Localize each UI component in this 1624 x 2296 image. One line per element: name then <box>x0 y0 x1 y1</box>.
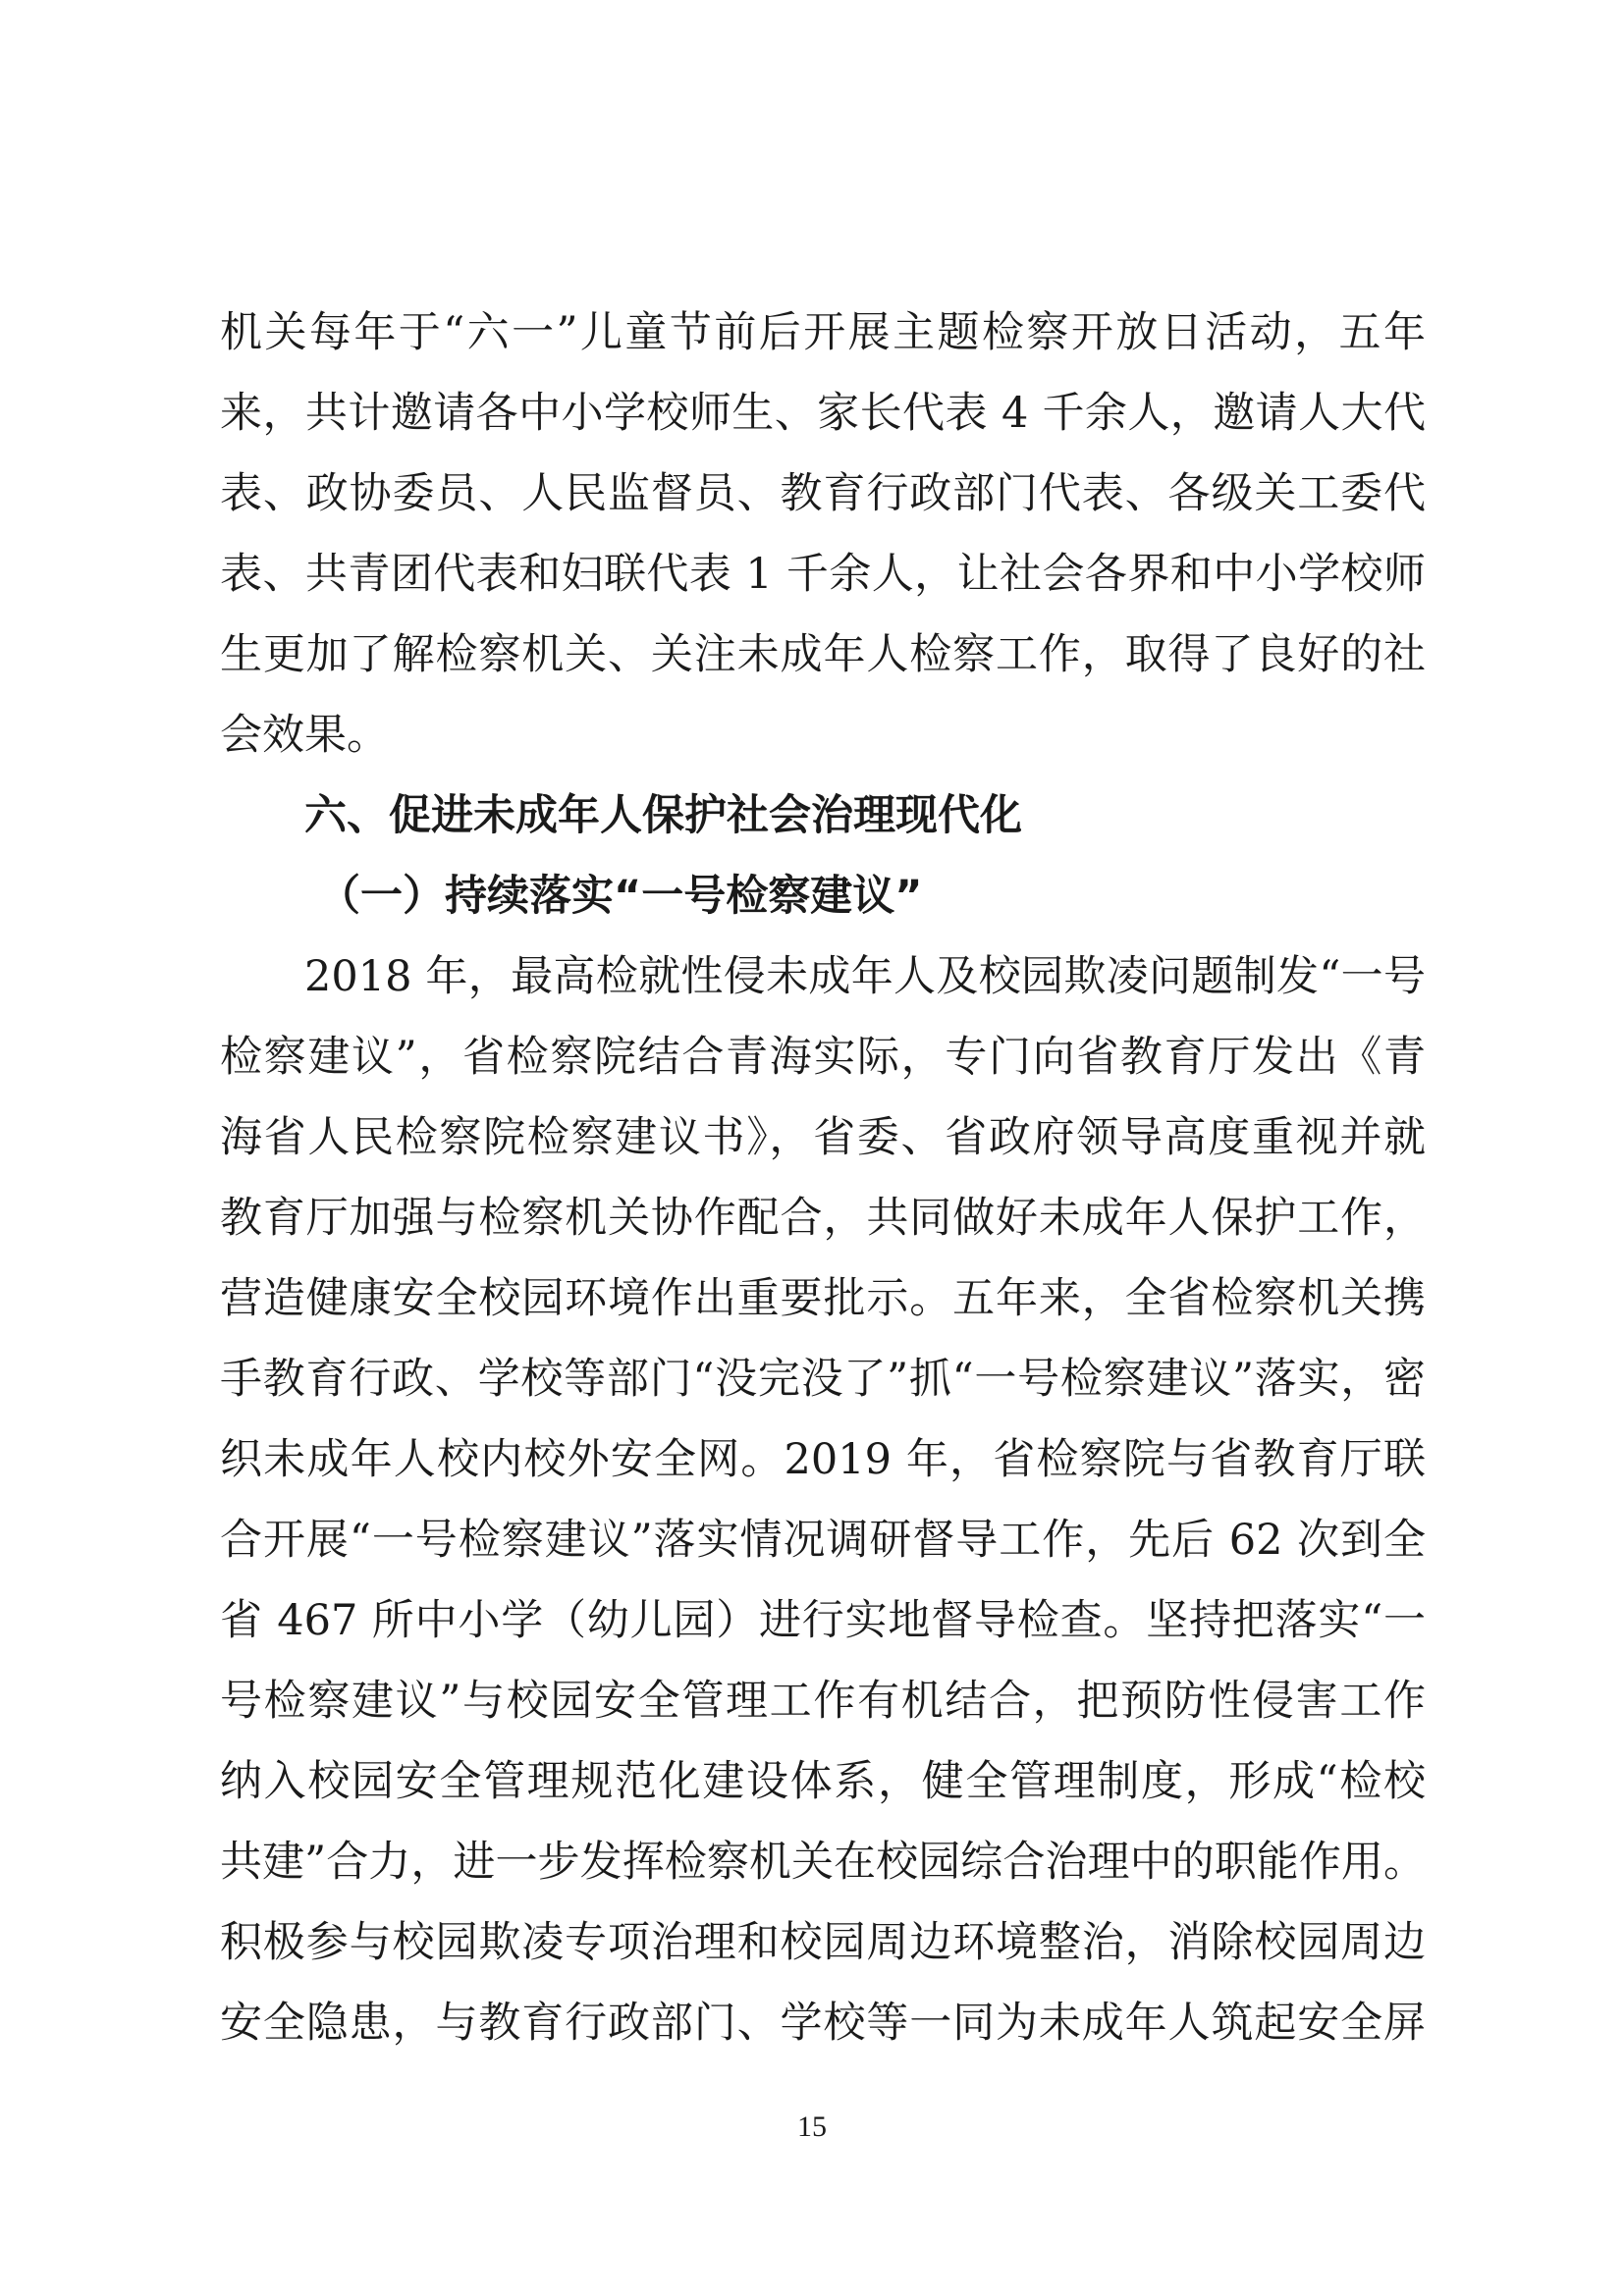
text-line: 省 467 所中小学（幼儿园）进行实地督导检查。坚持把落实“一 <box>220 1596 1426 1645</box>
paragraph-procuratorial-suggestion <box>220 936 1426 2063</box>
text-line: 教育厅加强与检察机关协作配合，共同做好未成年人保护工作， <box>220 1194 1426 1243</box>
text-line: 表、共青团代表和妇联代表 1 千余人，让社会各界和中小学校师 <box>220 550 1426 599</box>
subsection-heading: （一）持续落实“一号检察建议” <box>318 872 923 921</box>
paragraph-open-day <box>220 293 1426 775</box>
text-line: 号检察建议”与校园安全管理工作有机结合，把预防性侵害工作 <box>220 1677 1426 1726</box>
page-body <box>220 293 1426 2063</box>
text-line: 纳入校园安全管理规范化建设体系，健全管理制度，形成“检校 <box>220 1757 1426 1806</box>
text-line: 检察建议”，省检察院结合青海实际，专门向省教育厅发出《青 <box>220 1033 1426 1082</box>
text-line: 来，共计邀请各中小学校师生、家长代表 4 千余人，邀请人大代 <box>220 389 1426 438</box>
section-heading: 六、促进未成年人保护社会治理现代化 <box>304 791 1022 840</box>
text-line: 积极参与校园欺凌专项治理和校园周边环境整治，消除校园周边 <box>220 1918 1426 1967</box>
text-line: 机关每年于“六一”儿童节前后开展主题检察开放日活动，五年 <box>220 308 1426 357</box>
page-number: 15 <box>797 2110 827 2143</box>
text-line: 安全隐患，与教育行政部门、学校等一同为未成年人筑起安全屏 <box>220 1999 1426 2048</box>
text-line: 2018 年，最高检就性侵未成年人及校园欺凌问题制发“一号 <box>304 952 1426 1001</box>
text-line: 手教育行政、学校等部门“没完没了”抓“一号检察建议”落实，密 <box>220 1355 1426 1404</box>
text-line: 表、政协委员、人民监督员、教育行政部门代表、各级关工委代 <box>220 469 1426 518</box>
text-line: 织未成年人校内校外安全网。2019 年，省检察院与省教育厅联 <box>220 1435 1426 1484</box>
text-line: 营造健康安全校园环境作出重要批示。五年来，全省检察机关携 <box>220 1274 1426 1323</box>
text-line: 合开展“一号检察建议”落实情况调研督导工作，先后 62 次到全 <box>220 1516 1426 1565</box>
text-line: 海省人民检察院检察建议书》，省委、省政府领导高度重视并就 <box>220 1113 1426 1162</box>
text-line: 会效果。 <box>220 711 389 760</box>
text-line: 生更加了解检察机关、关注未成年人检察工作，取得了良好的社 <box>220 630 1426 679</box>
text-line: 共建”合力，进一步发挥检察机关在校园综合治理中的职能作用。 <box>220 1838 1426 1887</box>
